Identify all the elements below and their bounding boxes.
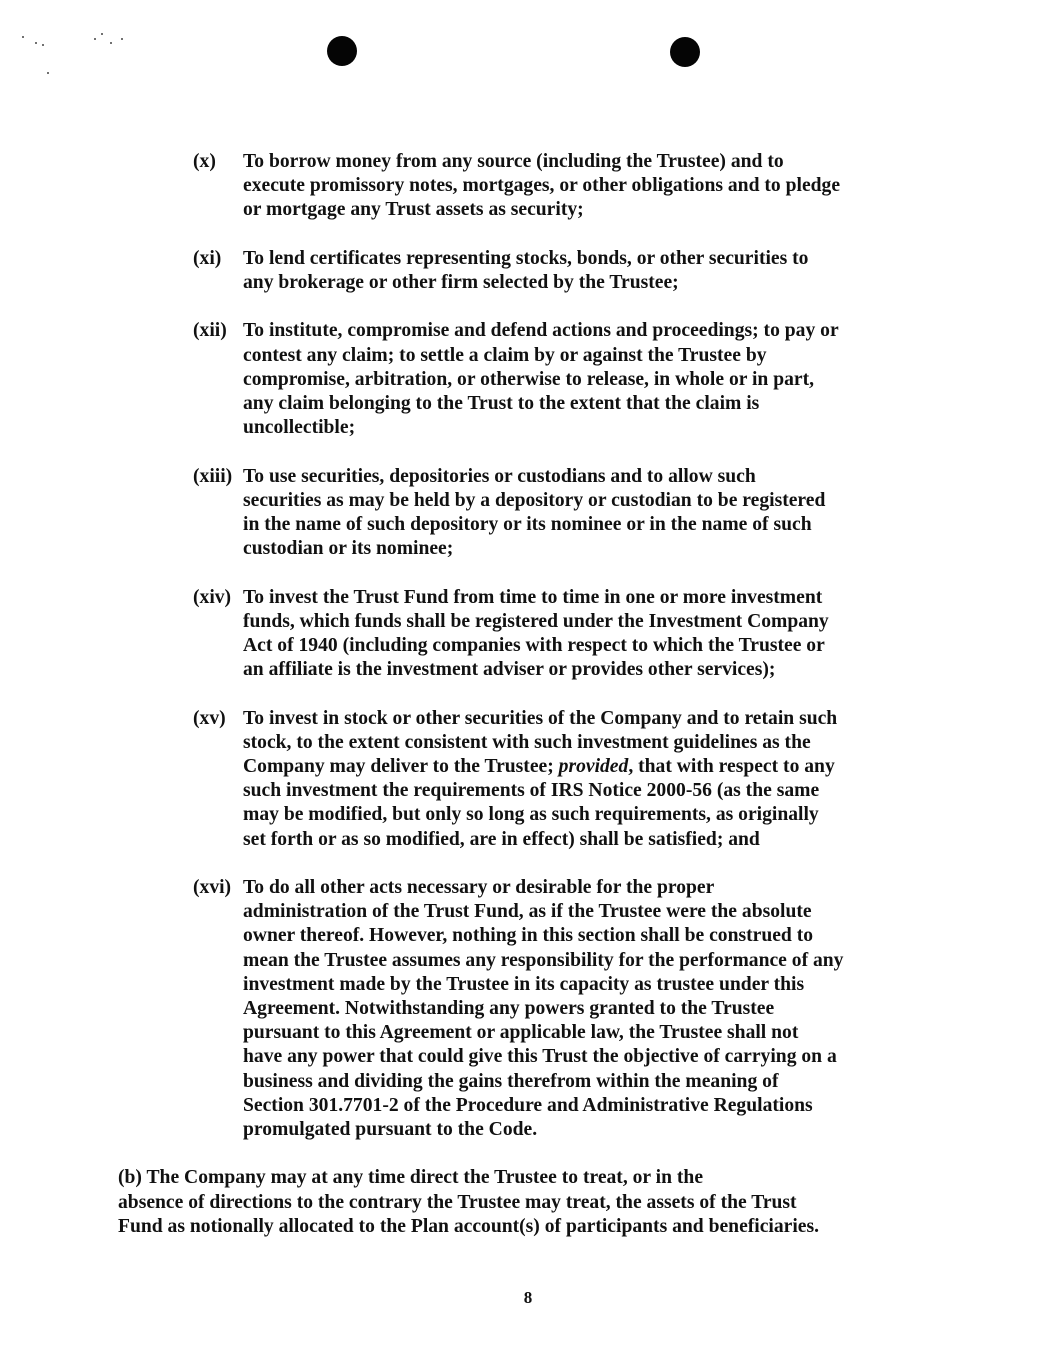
clause-xvi: [193, 876, 973, 1142]
page-number: 8: [523, 1288, 533, 1307]
clause-xv: [193, 707, 973, 852]
clause-x: [193, 150, 973, 223]
scan-speck: [47, 72, 49, 74]
clause-text-emphasis: provided: [558, 756, 629, 777]
clause-xiv: [193, 586, 973, 683]
scan-speck: [22, 36, 24, 38]
clause-text: To use securities, depositories or custodians and to allow such securities as may be held by a depository or custodian to be registered in the name of such depository or its nominee or in the name of such custodian or its nominee;: [243, 465, 826, 560]
clause-text: To borrow money from any source (including the Trustee) and to execute promissory notes, mortgages, or other obligations and to pledge or mortgage any Trust assets as security;: [243, 151, 841, 221]
clause-text: To lend certificates representing stocks, bonds, or other securities to any brokerage or other firm selected by the Trustee;: [243, 247, 809, 293]
clause-number: (xiv): [193, 586, 232, 608]
scan-speck: [42, 44, 44, 46]
scan-speck: [94, 38, 96, 40]
clause-number: (xiii): [193, 465, 233, 487]
clause-text-part: , that with respect to any such investment the requirements of IRS Notice 2000-56 (as the same may be modified, but only so long as such requirements, as originally set forth or as so modified, are in effect) shall be satisfied; and: [243, 756, 835, 850]
clause-number: (xvi): [193, 877, 232, 898]
clause-number: (xv): [193, 707, 226, 729]
clause-xiii: [193, 465, 973, 562]
scan-speck: [101, 33, 103, 35]
scan-speck: [35, 42, 37, 44]
clause-text: To do all other acts necessary or desirable for the proper administration of the Trust Fund, as if the Trustee were the absolute owner thereof. However, nothing in this section shall be construed to mean the Trustee assumes any responsibility for the performance of any investment made by the Trustee in its capacity as trustee under this Agreement. Notwithstanding any powers granted to the Trustee pursuant to this Agreement or applicable law, the Trustee shall not have any power that could give this Trust the objective of carrying on a business and dividing the gains therefrom within the meaning of Section 301.7701-2 of the Procedure and Administrative Regulations promulgated pursuant to the Code.: [243, 877, 844, 1141]
clause-text: [243, 707, 973, 852]
paragraph-b: (b) The Company may at any time direct the Trustee to treat, or in the absence of directions to the contrary the Trustee may treat, the assets of the Trust Fund as notionally allocated to the Plan account(s) of participants and beneficiaries.: [118, 1167, 820, 1237]
clause-xi: [193, 247, 973, 295]
clause-text: To invest the Trust Fund from time to time in one or more investment funds, which funds shall be registered under the Investment Company Act of 1940 (including companies with respect to which the Trustee or an affiliate is the investment adviser or provides other services);: [243, 586, 829, 681]
body-text: [0, 150, 1056, 1239]
punch-hole-left: [327, 36, 357, 66]
clause-number: (xii): [193, 320, 227, 342]
clause-xii: [193, 319, 973, 440]
scan-speck: [110, 42, 112, 44]
scan-speck: [121, 38, 123, 40]
clause-text-part: To invest in stock or other securities of the Company and to retain such stock, to the extent consistent with such investment guidelines as the Company may deliver to the Trustee;: [243, 707, 838, 777]
clause-text: To institute, compromise and defend actions and proceedings; to pay or contest any claim; to settle a claim by or against the Trustee by compromise, arbitration, or otherwise to release, in whole or in part, any claim belonging to the Trust to the extent that the claim is uncollectible;: [243, 320, 839, 439]
clause-number: (xi): [193, 247, 222, 269]
clause-number: (x): [193, 151, 216, 172]
punch-hole-right: [670, 37, 700, 67]
